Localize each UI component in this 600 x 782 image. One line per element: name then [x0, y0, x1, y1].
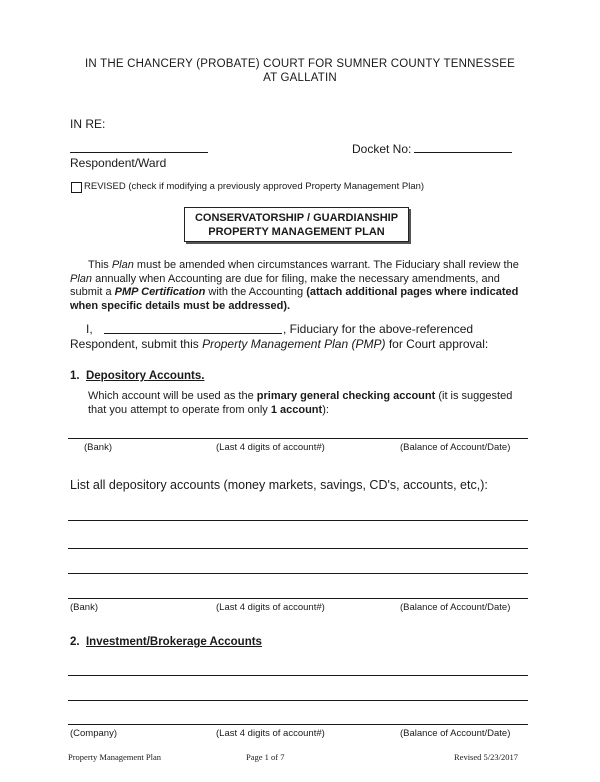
fiduciary-i-label: I, — [86, 322, 93, 336]
account-line-3[interactable] — [68, 573, 528, 574]
caption2-last4: (Last 4 digits of account#) — [216, 602, 325, 613]
section1-heading — [70, 370, 204, 382]
fiduciary-text-c: for Court approval: — [385, 337, 489, 351]
caption-company: (Company) — [70, 728, 117, 739]
intro-plan-italic: Plan — [111, 259, 134, 271]
pmp-italic: Property Management Plan (PMP) — [202, 337, 386, 351]
fiduciary-name-field[interactable] — [104, 333, 282, 334]
docket-label: Docket No: — [352, 142, 412, 156]
account-line-4[interactable] — [68, 598, 528, 599]
court-name-line2: AT GALLATIN — [263, 72, 337, 84]
intro-text-a: This — [88, 259, 112, 271]
account-line-2[interactable] — [68, 548, 528, 549]
fiduciary-text-b: Respondent, submit this — [70, 337, 203, 351]
form-title-box — [184, 207, 409, 242]
investment-line-1[interactable] — [68, 675, 528, 676]
fiduciary-text: , Fiduciary for the above-referenced — [283, 322, 474, 336]
investment-line-3[interactable] — [68, 724, 528, 725]
section1-title: Depository Accounts. — [85, 370, 205, 382]
revised-checkbox-label: REVISED (check if modifying a previously approved Property Management Plan) — [84, 181, 425, 192]
footer-revised-date: Revised 5/23/2017 — [454, 752, 518, 762]
intro-text-b: must be amended when circumstances warrant. The Fiduciary shall review the — [133, 259, 519, 271]
intro-pmp-certification: PMP Certification — [114, 286, 206, 298]
section1-q-c: ): — [322, 404, 329, 416]
list-accounts-prompt: List all depository accounts (money markets, savings, CD's, accounts, etc,): — [70, 478, 488, 492]
section1-q-b: (it is suggested that you attempt to operate from only — [88, 390, 513, 416]
form-title-line2: PROPERTY MANAGEMENT PLAN — [208, 226, 385, 238]
section1-question — [88, 389, 528, 417]
revised-checkbox[interactable] — [71, 182, 82, 193]
form-title-line1: CONSERVATORSHIP / GUARDIANSHIP — [194, 212, 399, 224]
caption3-balance: (Balance of Account/Date) — [400, 728, 511, 739]
caption-balance: (Balance of Account/Date) — [400, 442, 511, 453]
account-line-1[interactable] — [68, 520, 528, 521]
section1-q-bold2: 1 account — [270, 404, 323, 416]
court-name-line1: IN THE CHANCERY (PROBATE) COURT FOR SUMNER COUNTY TENNESSEE — [85, 58, 515, 70]
caption-bank: (Bank) — [84, 442, 112, 453]
footer-page-number: Page 1 of 7 — [246, 752, 285, 762]
intro-attach-note: (attach additional pages where indicated when specific details must be addressed). — [70, 286, 519, 312]
footer-left: Property Management Plan — [68, 752, 162, 762]
investment-line-2[interactable] — [68, 700, 528, 701]
respondent-name-field[interactable] — [70, 152, 208, 153]
intro-text-d: with the Accounting — [205, 286, 307, 298]
intro-plan-italic-2: Plan — [70, 272, 93, 285]
caption2-balance: (Balance of Account/Date) — [400, 602, 511, 613]
section2-number: 2. — [70, 636, 80, 648]
caption2-bank: (Bank) — [70, 602, 98, 613]
section2-heading — [70, 636, 262, 648]
in-re-label: IN RE: — [70, 117, 106, 131]
primary-account-line[interactable] — [68, 438, 528, 439]
section2-title: Investment/Brokerage Accounts — [85, 636, 262, 648]
section1-q-bold: primary general checking account — [256, 390, 436, 402]
section1-q-a: Which account will be used as the — [88, 390, 257, 402]
fiduciary-statement — [70, 337, 488, 351]
section1-number: 1. — [70, 370, 80, 382]
intro-text-c: annually when Accounting are due for filing, make the necessary amendments, and submit a — [70, 272, 500, 298]
caption3-last4: (Last 4 digits of account#) — [216, 728, 325, 739]
respondent-label: Respondent/Ward — [70, 156, 167, 170]
intro-paragraph — [70, 259, 530, 313]
docket-number-field[interactable] — [414, 152, 512, 153]
caption-last4: (Last 4 digits of account#) — [216, 442, 325, 453]
